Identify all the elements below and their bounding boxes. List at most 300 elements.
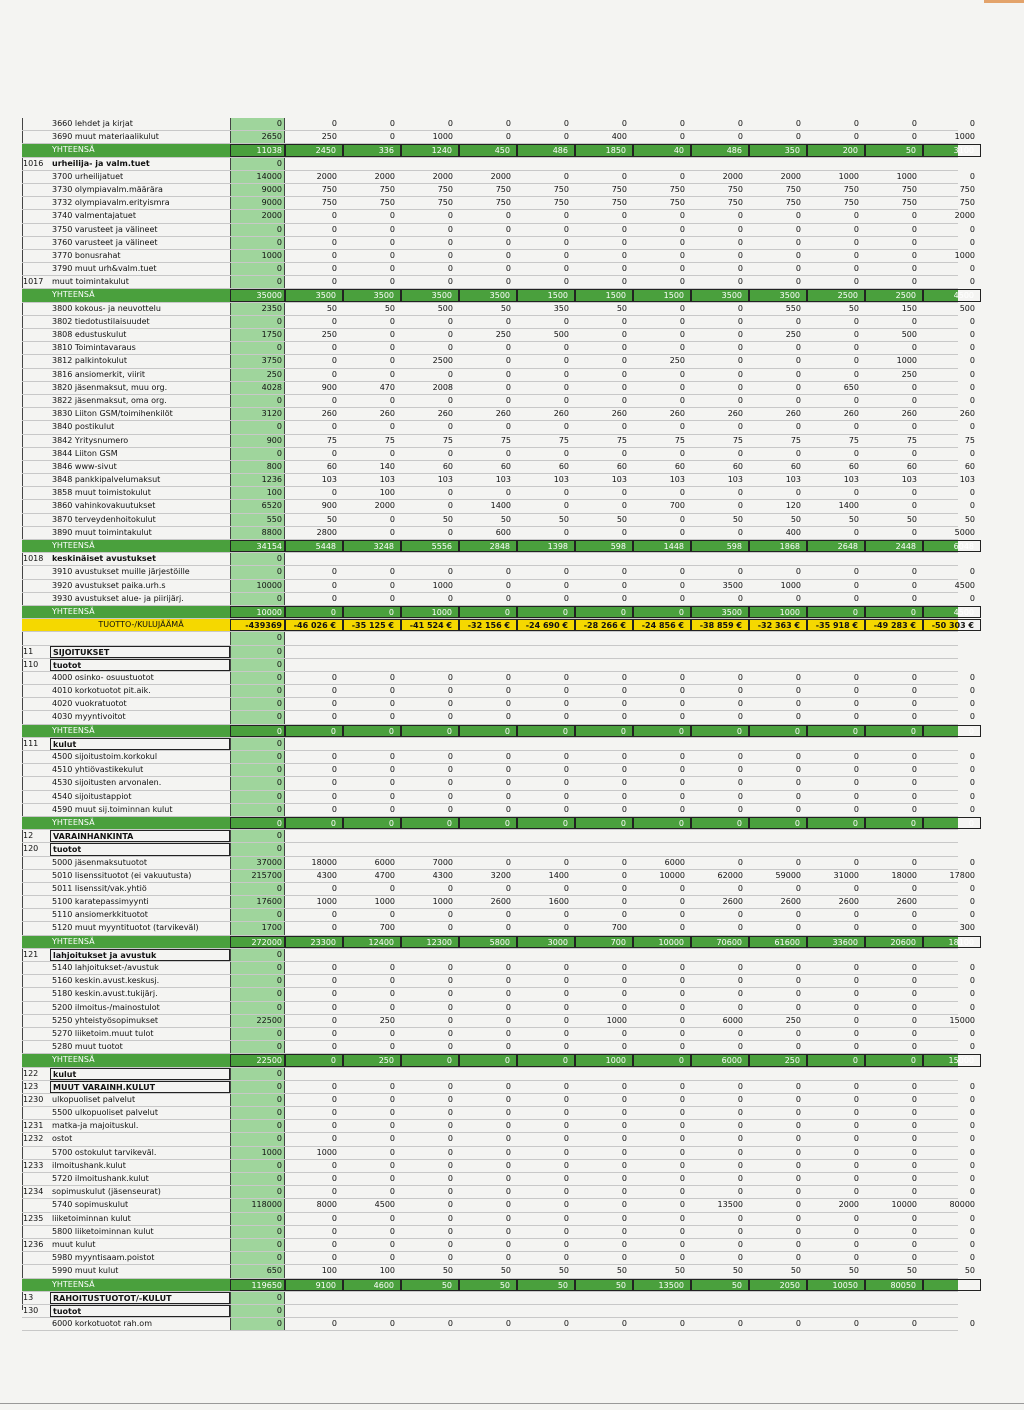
- annual-total-cell: 0: [230, 632, 285, 644]
- month-value-cell: 0: [621, 672, 627, 682]
- month-value-cell: 0: [621, 171, 627, 181]
- month-value-cell: 103: [379, 475, 395, 485]
- month-value-cell: 0: [331, 1094, 337, 1104]
- month-value-cell: 0: [633, 817, 691, 829]
- month-value-cell: -50 303 €: [923, 619, 981, 631]
- month-value-cell: 50: [384, 303, 395, 313]
- month-value-cell: 0: [969, 1094, 975, 1104]
- account-row: [22, 514, 975, 527]
- account-group-code: [22, 922, 50, 934]
- month-value-cell: 0: [343, 606, 401, 618]
- account-group-code: [22, 382, 50, 394]
- account-row: [22, 1028, 975, 1041]
- month-value-cell: 50: [865, 144, 923, 156]
- month-value-cell: 750: [495, 198, 511, 208]
- month-value-cell: [401, 1068, 459, 1080]
- month-value-cell: 0: [853, 277, 859, 287]
- month-value-cell: 0: [969, 1002, 975, 1012]
- account-row: [22, 1041, 975, 1054]
- month-value-cell: 700: [379, 923, 395, 933]
- month-value-cell: [517, 659, 575, 671]
- month-value-cell: 80050: [865, 1279, 923, 1291]
- account-description: 3770 bonusrahat: [52, 250, 121, 260]
- account-description: tuotot: [50, 659, 230, 671]
- month-value-cell: -41 524 €: [401, 619, 459, 631]
- month-value-cell: 0: [853, 699, 859, 709]
- month-value-cell: 0: [447, 883, 453, 893]
- month-value-cell: [807, 949, 865, 961]
- month-value-cell: 7000: [432, 857, 453, 867]
- month-value-cell: [517, 632, 575, 644]
- month-value-cell: 700: [611, 923, 627, 933]
- month-value-cell: 0: [563, 699, 569, 709]
- account-row: [22, 1015, 975, 1028]
- month-value-cell: 75: [848, 435, 859, 445]
- month-value-cell: 0: [679, 132, 685, 142]
- subtotal-row: [22, 540, 974, 553]
- month-value-cell: 0: [621, 356, 627, 366]
- account-group-code: [22, 883, 50, 895]
- month-value-cell: 0: [563, 264, 569, 274]
- month-value-cell: 250: [379, 1015, 395, 1025]
- month-value-cell: 250: [901, 369, 917, 379]
- account-group-code: [22, 672, 50, 684]
- month-value-cell: 0: [447, 1015, 453, 1025]
- month-value-cell: 0: [505, 1108, 511, 1118]
- month-value-cell: 4500: [923, 606, 981, 618]
- account-row: [22, 1186, 975, 1199]
- month-value-cell: 60: [326, 461, 337, 471]
- month-value-cell: 0: [505, 264, 511, 274]
- annual-total-cell: 9000: [230, 184, 285, 196]
- month-value-cell: 0: [969, 686, 975, 696]
- month-value-cell: 0: [563, 250, 569, 260]
- account-description: liiketoiminnan kulut: [52, 1213, 131, 1223]
- month-value-cell: 6000: [374, 857, 395, 867]
- month-value-cell: 0: [679, 1147, 685, 1157]
- month-value-cell: 0: [563, 593, 569, 603]
- month-value-cell: 60: [558, 461, 569, 471]
- month-value-cell: [285, 553, 343, 565]
- month-value-cell: [459, 843, 517, 855]
- month-value-cell: 0: [807, 1054, 865, 1066]
- month-value-cell: [459, 1305, 517, 1317]
- month-value-cell: [633, 949, 691, 961]
- account-group-code: [22, 144, 50, 156]
- month-value-cell: 1448: [633, 540, 691, 552]
- month-value-cell: 750: [437, 184, 453, 194]
- account-description: 5720 ilmoitushank.kulut: [52, 1174, 149, 1183]
- account-description: 4500 sijoitustoim.korkokul: [52, 752, 158, 761]
- month-value-cell: 0: [911, 976, 917, 986]
- account-row: [22, 1147, 975, 1160]
- month-value-cell: 10050: [807, 1279, 865, 1291]
- month-value-cell: 0: [795, 1028, 801, 1038]
- month-value-cell: [923, 1068, 981, 1080]
- month-value-cell: 0: [621, 1002, 627, 1012]
- month-value-cell: 0: [737, 791, 743, 801]
- month-value-cell: 0: [737, 1239, 743, 1249]
- month-value-cell: 103: [843, 475, 859, 485]
- account-description: kulut: [50, 1068, 230, 1080]
- month-value-cell: [691, 632, 749, 644]
- month-value-cell: 0: [505, 778, 511, 788]
- month-value-cell: [923, 158, 981, 170]
- month-value-cell: 250: [669, 356, 685, 366]
- account-description: 5011 lisenssit/vak.yhtiö: [52, 883, 147, 893]
- month-value-cell: 0: [679, 963, 685, 972]
- month-value-cell: 0: [911, 963, 917, 972]
- month-value-cell: 500: [553, 330, 569, 339]
- month-value-cell: [633, 1068, 691, 1080]
- annual-total-cell: 0: [230, 421, 285, 433]
- month-value-cell: 0: [447, 765, 453, 775]
- month-value-cell: 103: [553, 475, 569, 485]
- month-value-cell: [865, 646, 923, 658]
- account-description: urheilija- ja valm.tuet: [52, 158, 150, 168]
- month-value-cell: 0: [795, 132, 801, 142]
- annual-total-cell: 0: [230, 1239, 285, 1251]
- month-value-cell: 0: [621, 250, 627, 260]
- month-value-cell: [633, 738, 691, 750]
- month-value-cell: 0: [737, 765, 743, 775]
- month-value-cell: [923, 632, 981, 644]
- month-value-cell: [633, 553, 691, 565]
- month-value-cell: 5448: [285, 540, 343, 552]
- annual-total-cell: 0: [230, 1133, 285, 1145]
- subtotal-row: [22, 1054, 974, 1067]
- month-value-cell: 0: [563, 171, 569, 181]
- month-value-cell: [401, 738, 459, 750]
- month-value-cell: 0: [795, 989, 801, 999]
- month-value-cell: 50: [848, 514, 859, 524]
- month-value-cell: 0: [505, 791, 511, 801]
- month-value-cell: 0: [795, 686, 801, 696]
- month-value-cell: 0: [969, 369, 975, 379]
- month-value-cell: 0: [853, 1108, 859, 1118]
- month-value-cell: 0: [737, 501, 743, 511]
- month-value-cell: [807, 830, 865, 842]
- account-row: [22, 909, 975, 922]
- month-value-cell: 103: [437, 475, 453, 485]
- month-value-cell: 350: [553, 303, 569, 313]
- month-value-cell: 0: [563, 237, 569, 247]
- month-value-cell: 0: [621, 804, 627, 814]
- month-value-cell: 0: [679, 1174, 685, 1183]
- account-description: 4530 sijoitusten arvonalen.: [52, 778, 162, 788]
- month-value-cell: 0: [853, 448, 859, 458]
- month-value-cell: 4300: [316, 870, 337, 880]
- month-value-cell: 1500: [575, 289, 633, 301]
- account-description: 5740 sopimuskulut: [52, 1200, 129, 1210]
- month-value-cell: 0: [679, 1213, 685, 1223]
- month-value-cell: [865, 1292, 923, 1304]
- month-value-cell: 50: [964, 1266, 975, 1276]
- month-value-cell: 0: [285, 817, 343, 829]
- account-description: 4030 myyntivoitot: [52, 712, 126, 722]
- annual-total-cell: 0: [230, 342, 285, 354]
- month-value-cell: 400: [785, 527, 801, 537]
- month-value-cell: 2000: [316, 171, 337, 181]
- month-value-cell: [865, 830, 923, 842]
- month-value-cell: 0: [911, 1147, 917, 1157]
- section-header-row: [22, 949, 958, 962]
- month-value-cell: 2000: [780, 171, 801, 181]
- month-value-cell: 3248: [343, 540, 401, 552]
- month-value-cell: 0: [795, 804, 801, 814]
- month-value-cell: 1000: [954, 132, 975, 142]
- account-row: [22, 382, 975, 395]
- month-value-cell: 0: [331, 264, 337, 274]
- month-value-cell: 0: [621, 330, 627, 339]
- month-value-cell: 0: [331, 1015, 337, 1025]
- month-value-cell: 75: [790, 435, 801, 445]
- account-description: 5990 muut kulut: [52, 1266, 119, 1276]
- month-value-cell: -46 026 €: [285, 619, 343, 631]
- section-header-row: [22, 1068, 958, 1081]
- month-value-cell: [865, 632, 923, 644]
- month-value-cell: 0: [505, 343, 511, 353]
- month-value-cell: 260: [495, 409, 511, 419]
- month-value-cell: 0: [621, 870, 627, 880]
- annual-total-cell: 0: [230, 1068, 285, 1080]
- account-row: [22, 777, 975, 790]
- month-value-cell: 0: [505, 1094, 511, 1104]
- month-value-cell: 750: [959, 184, 975, 194]
- month-value-cell: 0: [807, 606, 865, 618]
- month-value-cell: 0: [389, 448, 395, 458]
- month-value-cell: 0: [737, 316, 743, 326]
- month-value-cell: 0: [679, 395, 685, 405]
- month-value-cell: 0: [853, 211, 859, 221]
- account-description: 5160 keskin.avust.keskusj.: [52, 976, 160, 986]
- account-group-code: [22, 316, 50, 328]
- month-value-cell: 0: [505, 857, 511, 867]
- month-value-cell: 0: [795, 752, 801, 761]
- month-value-cell: [865, 949, 923, 961]
- month-value-cell: 5000: [954, 527, 975, 537]
- month-value-cell: 0: [505, 1028, 511, 1038]
- account-group-code: [22, 764, 50, 776]
- month-value-cell: 0: [795, 712, 801, 722]
- month-value-cell: 0: [911, 765, 917, 775]
- month-value-cell: 0: [795, 277, 801, 287]
- section-header-row: [22, 1292, 958, 1305]
- account-row: [22, 250, 975, 263]
- annual-total-cell: 1750: [230, 329, 285, 341]
- month-value-cell: 0: [853, 1134, 859, 1144]
- account-description: 3820 jäsenmaksut, muu org.: [52, 382, 168, 392]
- month-value-cell: 0: [343, 725, 401, 737]
- account-group-code: [22, 487, 50, 499]
- month-value-cell: 0: [795, 1081, 801, 1091]
- account-group-code: [22, 725, 50, 737]
- month-value-cell: 2600: [490, 897, 511, 907]
- month-value-cell: 0: [621, 264, 627, 274]
- month-value-cell: 0: [679, 1319, 685, 1329]
- section-header-row: [22, 843, 958, 856]
- month-value-cell: 0: [853, 791, 859, 801]
- month-value-cell: 0: [447, 1213, 453, 1223]
- month-value-cell: 6000: [664, 857, 685, 867]
- account-group-code: [22, 896, 50, 908]
- month-value-cell: 0: [737, 923, 743, 933]
- month-value-cell: 0: [969, 1121, 975, 1131]
- account-group-code: [22, 857, 50, 869]
- account-row: [22, 500, 975, 513]
- month-value-cell: 60: [616, 461, 627, 471]
- month-value-cell: 0: [447, 1121, 453, 1131]
- month-value-cell: 0: [621, 910, 627, 920]
- month-value-cell: 0: [505, 1187, 511, 1197]
- account-row: [22, 461, 975, 474]
- month-value-cell: 0: [911, 488, 917, 498]
- month-value-cell: 0: [679, 1200, 685, 1210]
- month-value-cell: [749, 659, 807, 671]
- month-value-cell: 0: [795, 316, 801, 326]
- account-description: YHTEENSÄ: [52, 606, 95, 616]
- month-value-cell: 0: [621, 778, 627, 788]
- month-value-cell: 0: [389, 1147, 395, 1157]
- month-value-cell: [923, 1292, 981, 1304]
- annual-total-cell: 0: [230, 685, 285, 697]
- month-value-cell: 0: [621, 1174, 627, 1183]
- account-description: YHTEENSÄ: [52, 725, 95, 735]
- month-value-cell: 0: [447, 1160, 453, 1170]
- month-value-cell: 3000: [517, 936, 575, 948]
- month-value-cell: [401, 1305, 459, 1317]
- account-group-code: [22, 237, 50, 249]
- month-value-cell: 0: [389, 593, 395, 603]
- subtotal-row: [22, 817, 974, 830]
- month-value-cell: 0: [389, 976, 395, 986]
- month-value-cell: 60: [790, 461, 801, 471]
- month-value-cell: 0: [679, 593, 685, 603]
- month-value-cell: 1000: [606, 1015, 627, 1025]
- month-value-cell: 0: [679, 910, 685, 920]
- month-value-cell: 0: [969, 1108, 975, 1118]
- account-row: [22, 355, 975, 368]
- account-row: [22, 988, 975, 1001]
- month-value-cell: 0: [737, 976, 743, 986]
- month-value-cell: 0: [911, 1187, 917, 1197]
- account-description: keskinäiset avustukset: [52, 554, 156, 564]
- month-value-cell: [459, 830, 517, 842]
- month-value-cell: 0: [911, 1239, 917, 1249]
- account-row: [22, 1160, 975, 1173]
- month-value-cell: 0: [853, 778, 859, 788]
- account-description: 4010 korkotuotot pit.aik.: [52, 686, 151, 696]
- account-group-code: 121: [23, 949, 39, 959]
- month-value-cell: 0: [679, 514, 685, 524]
- month-value-cell: 0: [853, 672, 859, 682]
- month-value-cell: 0: [911, 1094, 917, 1104]
- month-value-cell: 0: [911, 686, 917, 696]
- month-value-cell: 0: [737, 712, 743, 722]
- month-value-cell: 0: [389, 1239, 395, 1249]
- month-value-cell: 0: [563, 422, 569, 432]
- account-description: ostot: [52, 1134, 73, 1144]
- month-value-cell: 0: [737, 989, 743, 999]
- account-description: 3870 terveydenhoitokulut: [52, 514, 156, 524]
- month-value-cell: 0: [737, 382, 743, 392]
- account-row: [22, 580, 975, 593]
- month-value-cell: 0: [679, 303, 685, 313]
- month-value-cell: 0: [505, 488, 511, 498]
- account-row: [22, 527, 975, 540]
- month-value-cell: 0: [621, 382, 627, 392]
- month-value-cell: [691, 949, 749, 961]
- account-group-code: 1018: [23, 554, 44, 564]
- annual-total-cell: 17600: [230, 896, 285, 908]
- month-value-cell: 0: [331, 672, 337, 682]
- month-value-cell: 0: [853, 1213, 859, 1223]
- month-value-cell: 0: [795, 250, 801, 260]
- month-value-cell: 0: [853, 1042, 859, 1052]
- month-value-cell: 0: [969, 488, 975, 498]
- month-value-cell: 0: [853, 1015, 859, 1025]
- month-value-cell: 0: [969, 1174, 975, 1183]
- month-value-cell: [285, 843, 343, 855]
- month-value-cell: 50: [401, 1279, 459, 1291]
- month-value-cell: 0: [853, 395, 859, 405]
- account-description: YHTEENSÄ: [52, 541, 95, 550]
- month-value-cell: 336: [343, 144, 401, 156]
- account-group-code: 1232: [23, 1134, 44, 1144]
- annual-total-cell: 550: [230, 514, 285, 526]
- account-description: VARAINHANKINTA: [50, 830, 230, 842]
- month-value-cell: [807, 843, 865, 855]
- account-description: muut kulut: [52, 1239, 96, 1249]
- month-value-cell: 0: [621, 686, 627, 696]
- month-value-cell: 0: [447, 1147, 453, 1157]
- account-group-code: [22, 263, 50, 275]
- month-value-cell: 0: [447, 804, 453, 814]
- annual-total-cell: -439369: [230, 619, 285, 631]
- month-value-cell: 0: [621, 422, 627, 432]
- month-value-cell: 2600: [838, 897, 859, 907]
- month-value-cell: 0: [911, 1028, 917, 1038]
- month-value-cell: 13500: [633, 1279, 691, 1291]
- month-value-cell: -49 283 €: [865, 619, 923, 631]
- month-value-cell: 0: [911, 343, 917, 353]
- month-value-cell: 3100: [923, 144, 981, 156]
- month-value-cell: 0: [969, 448, 975, 458]
- account-description: 3700 urheilijatuet: [52, 171, 124, 181]
- month-value-cell: 2848: [459, 540, 517, 552]
- month-value-cell: 0: [853, 857, 859, 867]
- account-group-code: [22, 988, 50, 1000]
- account-description: muut toimintakulut: [52, 277, 129, 287]
- month-value-cell: 0: [737, 672, 743, 682]
- month-value-cell: 75: [616, 435, 627, 445]
- month-value-cell: 0: [679, 224, 685, 234]
- month-value-cell: 0: [679, 422, 685, 432]
- month-value-cell: 3500: [749, 289, 807, 301]
- account-group-code: 123: [23, 1081, 39, 1091]
- account-description: 5980 myyntisaam.poistot: [52, 1253, 155, 1263]
- month-value-cell: 6048: [923, 540, 981, 552]
- account-group-code: [22, 751, 50, 763]
- month-value-cell: 0: [331, 1028, 337, 1038]
- month-value-cell: 80000: [949, 1200, 975, 1210]
- month-value-cell: 0: [911, 1319, 917, 1329]
- month-value-cell: [865, 843, 923, 855]
- month-value-cell: 0: [505, 1239, 511, 1249]
- account-description: 3842 Yritysnumero: [52, 435, 129, 445]
- month-value-cell: [633, 843, 691, 855]
- account-row: [22, 342, 975, 355]
